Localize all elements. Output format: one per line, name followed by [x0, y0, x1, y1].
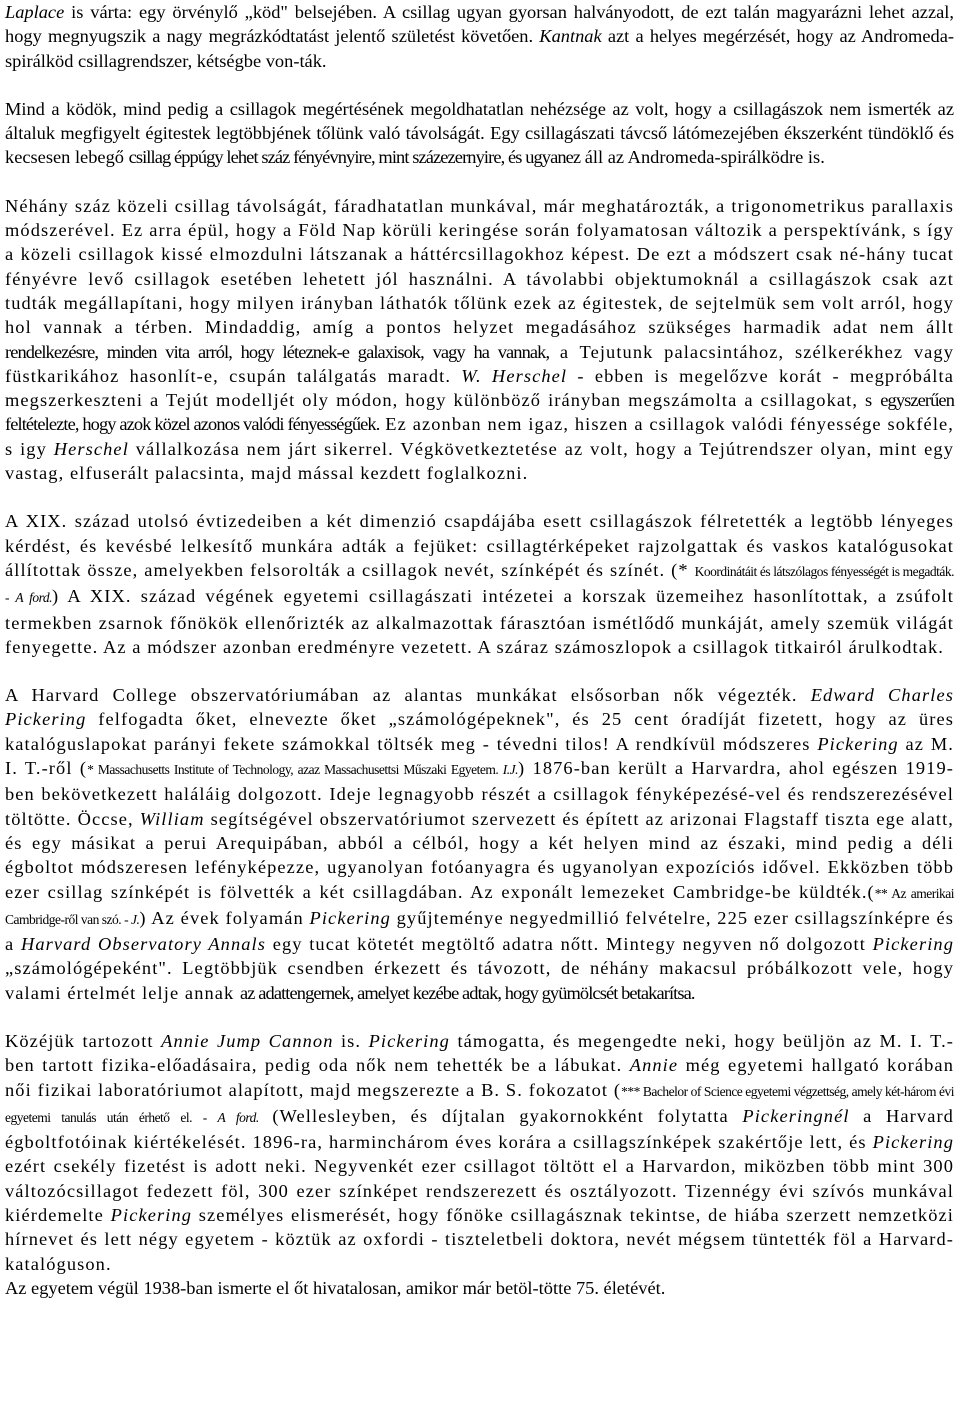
text-run: vállalkozása nem járt sikerrel. Végkövetkeztetése az volt, hogy a Tejútrendszer olyan, mint egy vastag, elfuserált palacsinta, majd mással kezdett foglalkozni.	[5, 438, 954, 484]
text-run: Harvard Observatory Annals	[20, 934, 267, 955]
text-run: áll az Andromeda-spirálködre is.	[580, 147, 825, 168]
text-run: Pickering	[817, 733, 899, 754]
text-run: Néhány száz közeli csillag távolságát, fáradhatatlan munkával, már meghatározták, a trigonometrikus parallaxis módszerével. Ez arra épül, hogy a Föld Nap körüli keringése során folyamatosan változik a perspektívánk, s így a közeli csillagok kissé elmozdulni látszanak a háttércsillagokhoz képest. De ezt a módszert csak né-hány tucat fényévre levő csillagok esetében lehetett jól használni. A távolabbi objektumoknál a csillagászok csak azt tudták megállapítani, hogy milyen irányban láthatók tőlünk ezek az égitestek, de sejtelmük sem volt arról, hogy hol vannak a térben. Mindaddig, amíg a pontos helyzet megadásához szükséges harmadik adat nem állt	[5, 195, 954, 338]
text-run: is.	[333, 1030, 369, 1051]
text-run: William	[139, 808, 205, 829]
paragraph-1	[5, 0, 954, 73]
text-run: még egyetemi hallgató korában női fizikai laboratóriumot alapított, majd megszerezte a B. S. fokozatot (	[5, 1055, 954, 1100]
text-run: ) Az évek folyamán	[139, 907, 310, 928]
paragraph-4	[5, 509, 954, 659]
text-run: Pickering	[309, 907, 391, 928]
text-run: A ford.	[217, 1109, 259, 1125]
paragraph-gap	[5, 170, 954, 194]
text-run: - ebben is megelőzve korát - megpróbálta megszerkeszteni a Tejút modelljét oly módon, hogy különböző irányban megszámolta a csillagokat, s	[5, 365, 954, 411]
text-run: gyűjteménye negyedmillió felvételre, 225 ezer csillagszínképre és a	[5, 907, 954, 955]
text-run: személyes elismerését, hogy főnöke csillagásznak tekintse, de hiába szerzett nemzetközi hírnevet és lett négy egyetem - köztük az oxfordi - tiszteletbeli doktora, nevét mégsem tüntették föl a Harvard-katalóguson.	[5, 1205, 954, 1274]
text-run: a Harvard égboltfotóinak kiértékelését. 1896-ra, harminchárom éves korára a csillagszínképek szakértője lett, és	[5, 1105, 954, 1153]
text-run: (Wellesleyben, és díjtalan gyakornokként folytatta	[258, 1105, 743, 1126]
text-run: Kantnak	[539, 26, 602, 47]
text-run: A XIX. század utolsó évtizedeiben a két dimenzió csapdájába esett csillagászok félretették a legtöbb lényeges kérdést, és kevésbé lelkesítő munkára adták a fejüket: csillagtérképeket rajzolgattak és vaskos katalógusokat állítottak össze, amelyekben felsorolták a csillagok nevét, színképét és színét. (*	[5, 511, 954, 580]
text-run: egyszerűen feltételezte, hogy azok közel azonos valódi fényességűek.	[5, 390, 954, 435]
text-run: ) 1876-ban került a Harvardra, ahol egészen 1919-ben bekövetkezett haláláig dolgozott. Ideje legnagyobb részét a csillagok fényképezésé-vel és rendszerezésével töltötte. Öccse,	[5, 758, 955, 829]
paragraph-7	[5, 1276, 954, 1300]
text-run: is vártа: egy örvénylő „köd" belsejében. A csillag ugyan gyorsan halványodott, de ezt talán magyarázni lehet azzal, hogy megnyugszik a nagy megrázkódtatást jelentő születést követően.	[5, 2, 954, 47]
text-run: Pickeringnél	[742, 1105, 850, 1126]
text-run: csillag éppúgy lehet száz fényévnyire, mint százezernyire, és ugyanez	[128, 147, 581, 168]
text-run: „számológépeként". Legtöbbjük csendben érkezett és távozott, de néhány makacsul próbálkozott vele, hogy valami értelmét lelje annak	[5, 958, 954, 1003]
text-run: Laplace	[5, 2, 65, 22]
text-run: W. Herschel	[461, 365, 568, 386]
paragraph-gap	[5, 659, 954, 683]
text-run: egy tucat kötetét megtöltő adatra nőtt. Mintegy negyven nő dolgozott	[266, 934, 873, 955]
text-run: I.J.	[502, 762, 518, 778]
text-run: Ez azonban nem igaz, hiszen a csillagok valódi fényessége sokféle, s igy	[5, 414, 954, 459]
text-run: Koordinátáit és látszólagos fényességét is megadták. -	[5, 563, 954, 606]
text-run: ** Az amerikai Cambridge-ről van szó. -	[5, 885, 954, 927]
text-run: A ford.	[15, 590, 53, 606]
text-run: Az egyetem végül 1938-ban ismerte el őt hivatalosan, amikor már betöl-tötte 75. életévét.	[5, 1277, 666, 1298]
text-run: Annie Jump Cannon	[161, 1030, 334, 1051]
text-run: Mind a ködök, mind pedig a csillagok megértésének megoldhatatlan nehézsége az volt, hogy a csillagászok nem ismerték az általuk megfigyelt égitestek legtöbbjének tőlünk való távolságát. Egy csillagászati távcső látómezejében ékszerként tündöklő és kecsesen lebegő	[5, 98, 954, 168]
text-run: Pickering	[368, 1030, 450, 1051]
paragraph-6	[5, 1029, 954, 1276]
text-run: Közéjük tartozott	[5, 1030, 162, 1051]
paragraph-gap	[5, 73, 954, 97]
text-run: Pickering	[872, 934, 954, 955]
text-run: ezért csekély fizetést is adott neki. Negyvenkét ezer csillagot töltött el a Harvardon, miközben több mint 300 változócsillagot fedezett föl, 300 ezer színképet rendszerezett és osztályozott. Tizennégy évi szívós munkával kiérdemelte	[5, 1156, 954, 1226]
text-run: az M. I. T.-ről (	[5, 733, 955, 779]
text-run: Edward Charles Pickering	[5, 685, 954, 730]
paragraph-2	[5, 97, 954, 170]
text-run: segítségével obszervatóriumot szervezett és épített az arizonai Flagstaff tiszta ege alatt, és egy másikat a perui Arequipában, abból a célból, hogy a két helyen mind az északi, mind pedig a déli égboltot módszeresen lefényképezze, ugyanolyan fotóanyagra és ugyanolyan expozíciós idővel. Ekközben több ezer csillag színképét is fölvették a két csillagdában. Az exponált lemezeket Cambridge-be küldték.(	[5, 808, 954, 902]
text-run: J.	[130, 911, 140, 927]
text-run: Pickering	[872, 1132, 954, 1153]
text-run: a Tejutunk palacsintához, szélkerékhez vagy füstkarikához hasonlít-e, csupán találgatás maradt.	[5, 341, 954, 386]
text-run: *** Bachelor of Science egyetemi végzettség, amely két-három évi egyetemi tanulás után érhető el. -	[5, 1083, 954, 1125]
paragraph-3	[5, 194, 954, 486]
text-run: felfogadta őket, elnevezte őket „számológépeknek", és 25 cent óradíját fizetett, hogy az üres katalóguslapokat parányi fekete számokkal töltsék meg - tévedni tilos! A rendkívül módszeres	[5, 709, 954, 754]
text-run: az adattengernek, amelyet kezébe adtak, hogy gyümölcsét betakarítsa.	[240, 982, 695, 1003]
text-run: A Harvard College obszervatóriumában az alantas munkákat elsősorban nők végezték.	[5, 685, 811, 706]
text-run: támogatta, és megengedte neki, hogy beüljön az M. I. T.-ben tartott fizika-előadásaira, pedig oda nők nem tehették be a lábukat.	[5, 1030, 955, 1076]
paragraph-5	[5, 683, 954, 1005]
text-run: Herschel	[53, 438, 129, 459]
paragraph-gap	[5, 485, 954, 509]
paragraph-gap	[5, 1005, 954, 1029]
text-run: Annie	[629, 1055, 679, 1076]
text-run: Pickering	[110, 1205, 193, 1226]
text-run: rendelkezésre, minden vita arról, hogy léteznek-e galaxisok, vagy ha vannak,	[5, 341, 550, 362]
text-run: ) A XIX. század végének egyetemi csillagászati intézetei a korszak üzemeihez hasonlítottak, a zsúfolt termekben zsarnok főnökök ellenőrizték az alkalmazottak fárasztóan ismétlődő munkáját, amely szemük világát fenyegette. Az a módszer azonban eredményre vezetett. A száraz számoszlopok a csillagok titkairól árulkodtak.	[5, 586, 954, 657]
text-run: * Massachusetts Institute of Technology, azaz Massachusettsi Műszaki Egyetem.	[87, 762, 503, 778]
text-run: azt a helyes megérzését, hogy az Andromeda-spirálköd csillagrendszer, kétségbe von-ták.	[5, 26, 954, 71]
